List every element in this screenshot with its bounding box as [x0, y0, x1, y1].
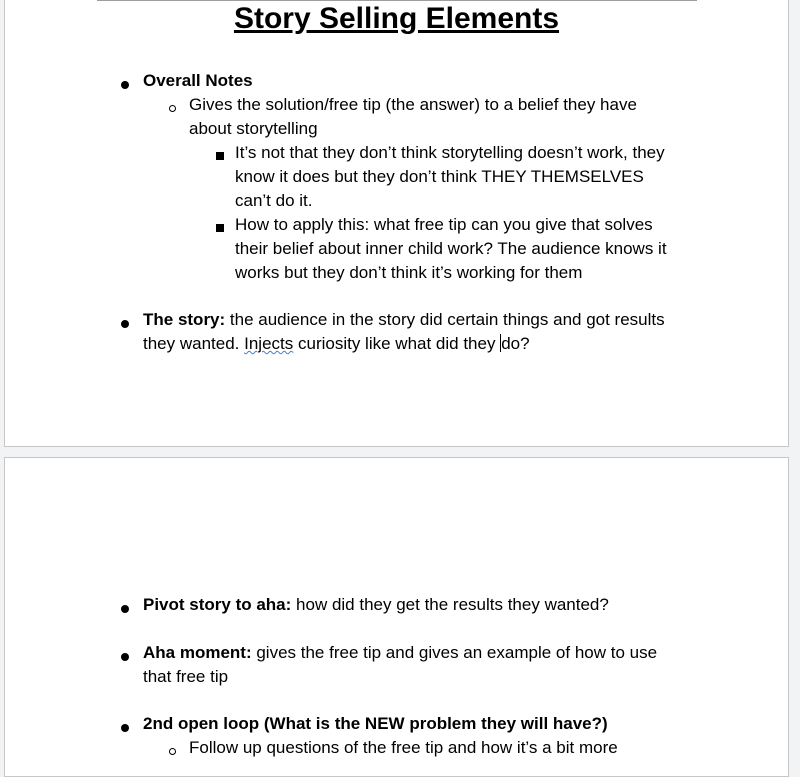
- pivot-line: [143, 593, 609, 617]
- aha-line-1: [143, 641, 657, 665]
- bullet-circle-icon: [169, 105, 176, 112]
- bullet-disc-icon: [121, 653, 129, 661]
- point-1-line-2: know it does but they don’t think THEY THEMSELVES: [235, 167, 644, 186]
- point-1-line-3: can’t do it.: [235, 191, 313, 210]
- overall-notes-heading: Overall Notes: [143, 71, 253, 90]
- story-text-2b: curiosity like what did they: [293, 334, 501, 353]
- bullet-circle-icon: [169, 748, 176, 755]
- aha-line-2: that free tip: [143, 667, 229, 686]
- bullet-disc-icon: [121, 81, 129, 89]
- pivot-text: how did they get the results they wanted?: [291, 595, 609, 614]
- open-loop-heading: 2nd open loop (What is the NEW problem they will have?): [143, 714, 608, 733]
- bullet-square-icon: [216, 152, 224, 160]
- story-text-2a: they wanted.: [143, 334, 245, 353]
- bullet-disc-icon: [121, 320, 129, 328]
- story-line-2[interactable]: [143, 332, 530, 356]
- bullet-square-icon: [216, 224, 224, 232]
- aha-label: Aha moment:: [143, 643, 252, 662]
- spellcheck-word[interactable]: Injects: [244, 334, 294, 353]
- point-2-line-1: How to apply this: what free tip can you give that solves: [235, 215, 653, 234]
- point-2-line-3: works but they don’t think it’s working for them: [235, 263, 583, 282]
- overall-notes-sub-line-1: Gives the solution/free tip (the answer) to a belief they have: [189, 95, 637, 114]
- story-label: The story:: [143, 310, 226, 329]
- story-line-1: [143, 308, 665, 332]
- point-2-line-2: their belief about inner child work? The audience knows it: [235, 239, 667, 258]
- story-text-2c: do?: [501, 334, 530, 353]
- bullet-disc-icon: [121, 605, 129, 613]
- aha-text: gives the free tip and gives an example of how to use: [251, 643, 658, 662]
- open-loop-sub-line-1: Follow up questions of the free tip and how it’s a bit more: [189, 738, 618, 757]
- document-title: Story Selling Elements: [233, 2, 560, 35]
- bullet-disc-icon: [121, 724, 129, 732]
- document-page-2: [4, 457, 789, 777]
- overall-notes-sub-line-2: about storytelling: [189, 119, 318, 138]
- story-text: the audience in the story did certain things and got results: [225, 310, 665, 329]
- document-page-1: [4, 0, 789, 447]
- point-1-line-1: It’s not that they don’t think storytelling doesn’t work, they: [235, 143, 665, 162]
- pivot-label: Pivot story to aha:: [143, 595, 292, 614]
